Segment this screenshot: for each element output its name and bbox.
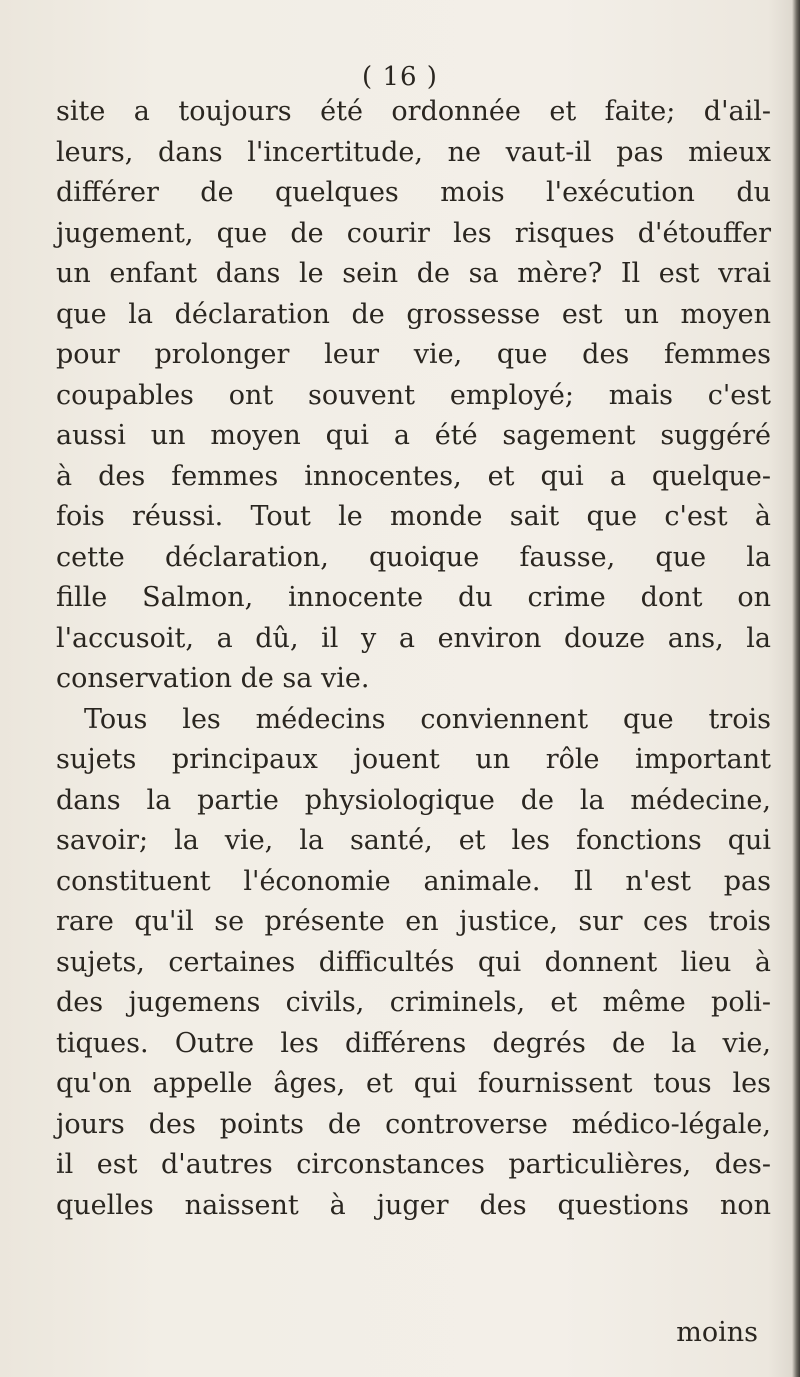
text-line: aussi un moyen qui a été sagement suggéré (56, 420, 771, 451)
text-line: conservation de sa vie. (56, 663, 370, 694)
text-line: rare qu'il se présente en justice, sur ces trois (56, 906, 771, 937)
text-line: il est d'autres circonstances particulières, des- (56, 1149, 771, 1180)
text-line: dans la partie physiologique de la médecine, (56, 784, 771, 816)
text-line: tiques. Outre les différens degrés de la vie, (56, 1027, 771, 1059)
text-line: cette déclaration, quoique fausse, que la (56, 541, 771, 573)
text-line: quelles naissent à juger des questions non (56, 1189, 771, 1221)
catchword: moins (676, 1317, 758, 1348)
text-line: coupables ont souvent employé; mais c'est (56, 379, 771, 411)
text-line: leurs, dans l'incertitude, ne vaut-il pas mieux (56, 136, 771, 168)
text-line: sujets principaux jouent un rôle important (56, 744, 771, 775)
text-line: différer de quelques mois l'exécution du (56, 177, 771, 208)
body-text (56, 92, 771, 1226)
text-line: fois réussi. Tout le monde sait que c'est à (56, 501, 771, 532)
page-edge-shadow (792, 0, 800, 1377)
text-line: site a toujours été ordonnée et faite; d'ail- (56, 96, 771, 127)
text-line: fille Salmon, innocente du crime dont on (56, 582, 771, 613)
text-line: Tous les médecins conviennent que trois (84, 703, 771, 735)
text-line: l'accusoit, a dû, il y a environ douze ans, la (56, 622, 771, 654)
text-line: à des femmes innocentes, et qui a quelque- (56, 460, 771, 492)
page-number: ( 16 ) (362, 62, 438, 92)
text-line: constituent l'économie animale. Il n'est pas (56, 865, 771, 897)
text-line: jours des points de controverse médico-légale, (56, 1108, 771, 1140)
text-line: que la déclaration de grossesse est un moyen (56, 298, 771, 330)
text-line: jugement, que de courir les risques d'étouffer (56, 217, 771, 249)
text-line: savoir; la vie, la santé, et les fonctions qui (56, 825, 771, 856)
text-line: pour prolonger leur vie, que des femmes (56, 339, 771, 370)
text-line: qu'on appelle âges, et qui fournissent tous les (56, 1068, 771, 1099)
text-line: des jugemens civils, criminels, et même poli- (56, 987, 771, 1018)
text-line: sujets, certaines difficultés qui donnent lieu à (56, 946, 771, 978)
text-line: un enfant dans le sein de sa mère? Il est vrai (56, 258, 771, 289)
